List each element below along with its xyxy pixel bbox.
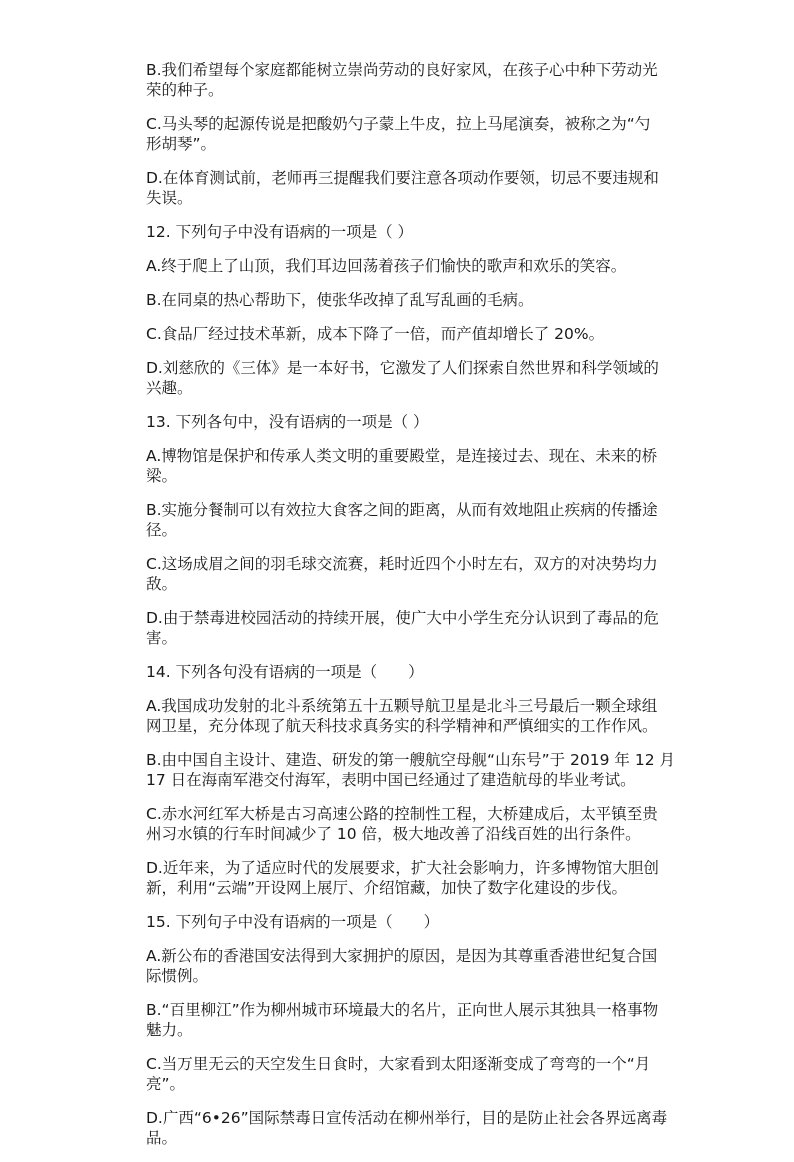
text-line: B.由中国自主设计、建造、研发的第一艘航空母舰“山东号”于 2019 年 12 月 (146, 751, 676, 769)
exam-page (146, 60, 686, 1162)
text-line: 网卫星，充分体现了航天科技求真务实的科学精神和严慎细实的工作作风。 (146, 717, 658, 735)
text-line: 失误。 (146, 189, 193, 207)
question-stem (146, 912, 686, 932)
text-line: C.马头琴的起源传说是把酸奶勺子蒙上牛皮，拉上马尾演奏，被称之为“勺 (146, 115, 651, 133)
question-stem (146, 222, 686, 242)
text-line: C.这场成眉之间的羽毛球交流赛，耗时近四个小时左右，双方的对决势均力 (146, 555, 658, 573)
text-line: 径。 (146, 521, 178, 539)
text-line: A.我国成功发射的北斗系统第五十五颗导航卫星是北斗三号最后一颗全球组 (146, 697, 658, 715)
answer-option (146, 608, 686, 648)
text-line: 敌。 (146, 575, 178, 593)
answer-option (146, 358, 686, 398)
text-line: A.终于爬上了山顶，我们耳边回荡着孩子们愉快的歌声和欢乐的笑容。 (146, 257, 627, 275)
answer-option (146, 1054, 686, 1094)
answer-option (146, 500, 686, 540)
answer-option (146, 446, 686, 486)
text-line: 品。 (146, 1129, 178, 1147)
text-line: C.赤水河红军大桥是古习高速公路的控制性工程，大桥建成后，太平镇至贵 (146, 805, 658, 823)
answer-option (146, 696, 686, 736)
answer-option (146, 256, 686, 276)
text-line: B.实施分餐制可以有效拉大食客之间的距离，从而有效地阻止疾病的传播途 (146, 501, 658, 519)
text-line: C.当万里无云的天空发生日食时，大家看到太阳逐渐变成了弯弯的一个“月 (146, 1055, 651, 1073)
text-line: D.刘慈欣的《三体》是一本好书，它激发了人们探索自然世界和科学领域的 (146, 359, 659, 377)
text-line: D.近年来，为了适应时代的发展要求，扩大社会影响力，许多博物馆大胆创 (146, 859, 659, 877)
answer-option (146, 750, 686, 790)
text-line: D.在体育测试前，老师再三提醒我们要注意各项动作要领，切忌不要违规和 (146, 169, 659, 187)
text-line: 荣的种子。 (146, 81, 224, 99)
text-line: D.由于禁毒进校园活动的持续开展，使广大中小学生充分认识到了毒品的危 (146, 609, 659, 627)
text-line: C.食品厂经过技术革新，成本下降了一倍，而产值却增长了 20%。 (146, 325, 605, 343)
answer-option (146, 804, 686, 844)
answer-option (146, 290, 686, 310)
text-line: 17 日在海南军港交付海军，表明中国已经通过了建造航母的毕业考试。 (146, 771, 636, 789)
text-line: D.广西“6•26”国际禁毒日宣传活动在柳州举行，目的是防止社会各界远离毒 (146, 1109, 668, 1127)
question-stem (146, 662, 686, 682)
text-line: 新，利用“云端”开设网上展厅、介绍馆藏，加快了数字化建设的步伐。 (146, 879, 628, 897)
answer-option (146, 324, 686, 344)
answer-option (146, 60, 686, 100)
answer-option (146, 554, 686, 594)
text-line: 亮”。 (146, 1075, 186, 1093)
text-line: 兴趣。 (146, 379, 193, 397)
text-line: 魅力。 (146, 1021, 193, 1039)
answer-option (146, 1000, 686, 1040)
answer-option (146, 114, 686, 154)
text-line: 14. 下列各句没有语病的一项是（ ） (146, 663, 424, 681)
answer-option (146, 168, 686, 208)
answer-option (146, 1108, 686, 1148)
text-line: B.在同桌的热心帮助下，使张华改掉了乱写乱画的毛病。 (146, 291, 534, 309)
text-line: 际惯例。 (146, 967, 209, 985)
text-line: 害。 (146, 629, 178, 647)
text-line: 梁。 (146, 467, 178, 485)
text-line: 15. 下列句子中没有语病的一项是（ ） (146, 913, 440, 931)
text-line: 13. 下列各句中，没有语病的一项是（ ） (146, 413, 429, 431)
answer-option (146, 946, 686, 986)
text-line: 州习水镇的行车时间减少了 10 倍，极大地改善了沿线百姓的出行条件。 (146, 825, 641, 843)
text-line: B.我们希望每个家庭都能树立崇尚劳动的良好家风，在孩子心中种下劳动光 (146, 61, 658, 79)
text-line: B.“百里柳江”作为柳州城市环境最大的名片，正向世人展示其独具一格事物 (146, 1001, 659, 1019)
text-line: A.新公布的香港国安法得到大家拥护的原因，是因为其尊重香港世纪复合国 (146, 947, 658, 965)
answer-option (146, 858, 686, 898)
text-line: A.博物馆是保护和传承人类文明的重要殿堂，是连接过去、现在、未来的桥 (146, 447, 658, 465)
question-stem (146, 412, 686, 432)
text-line: 12. 下列句子中没有语病的一项是（ ） (146, 223, 414, 241)
text-line: 形胡琴”。 (146, 135, 217, 153)
